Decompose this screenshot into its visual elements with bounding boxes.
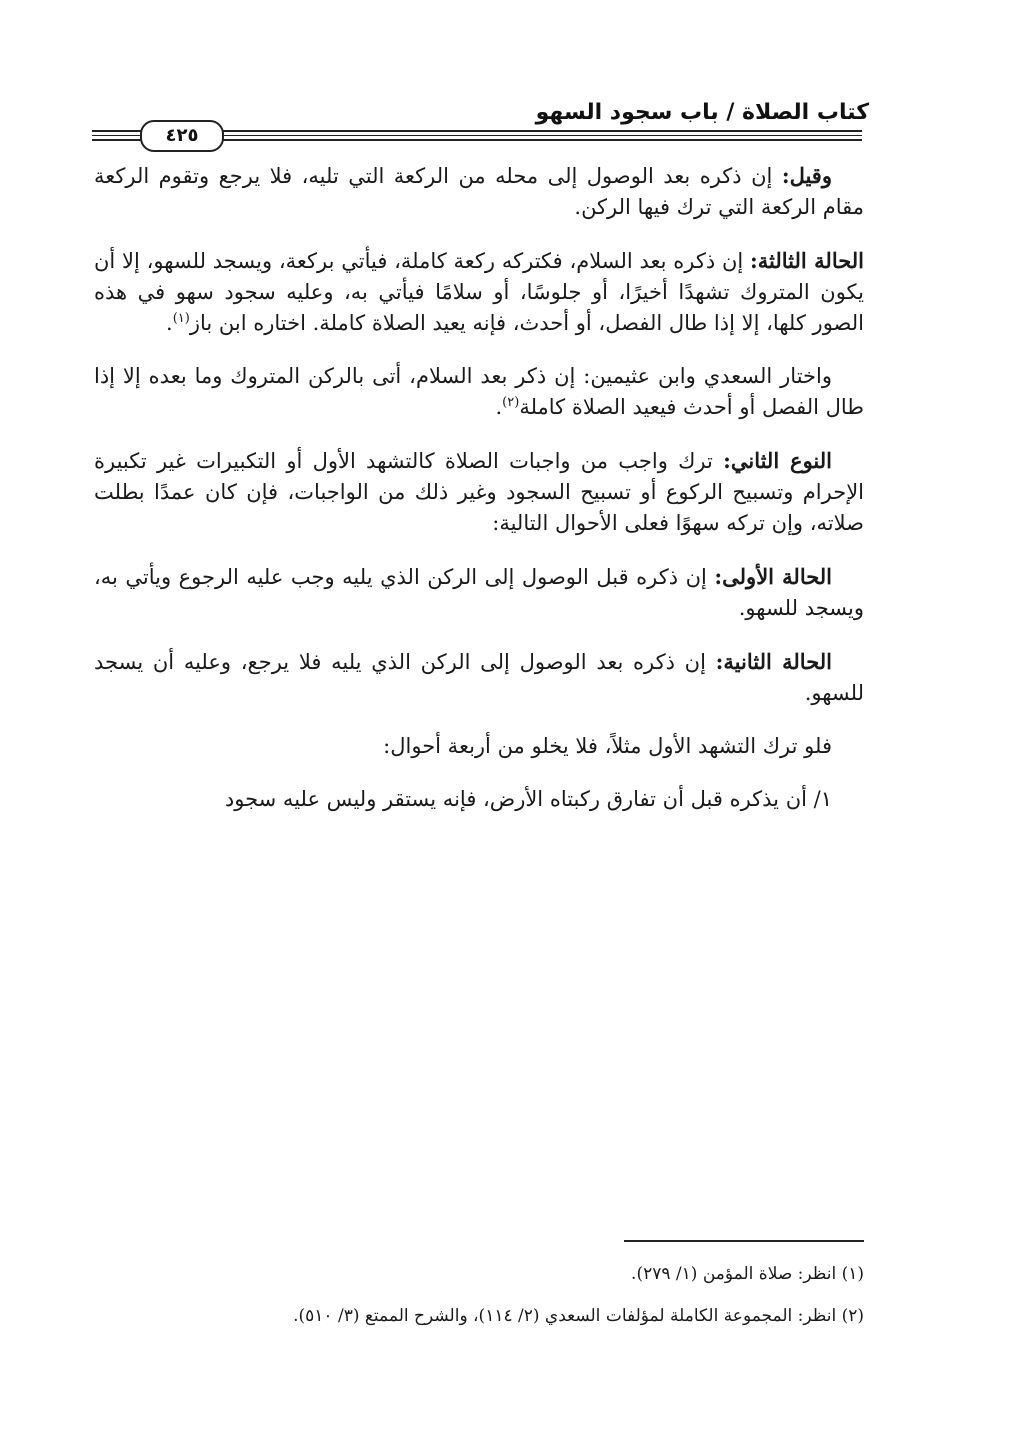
paragraph-7 bbox=[94, 731, 864, 762]
paragraph-4-text: ترك واجب من واجبات الصلاة كالتشهد الأول أو التكبيرات غير تكبيرة الإحرام وتسبيح الركوع أو تسبيح السجود وغير ذلك من الواجبات، فإن كان عمدًا بطلت صلاته، وإن تركه سهوًا فعلى الأحوال التالية: bbox=[94, 449, 864, 535]
footnote-ref-1[interactable]: (١) bbox=[172, 311, 190, 326]
footnote-2: (٢) انظر: المجموعة الكاملة لمؤلفات السعدي (٢/ ١١٤)، والشرح الممتع (٣/ ٥١٠). bbox=[293, 1306, 864, 1326]
page-number: ٤٢٥ bbox=[140, 120, 224, 152]
paragraph-4-lead: النوع الثاني: bbox=[723, 448, 832, 473]
footnotes bbox=[94, 1262, 864, 1346]
paragraph-2-end: . bbox=[166, 311, 173, 335]
paragraph-2-text: إن ذكره بعد السلام، فكتركه ركعة كاملة، فيأتي بركعة، ويسجد للسهو، إلا أن يكون المتروك تشهدًا أخيرًا، أو جلوسًا، أو سلامًا فيأتي به، وعليه سجود سهو في هذه الصور كلها، إلا إذا طال الفصل، أو أحدث، فإنه يعيد الصلاة كاملة. اختاره ابن باز bbox=[94, 249, 864, 335]
paragraph-1-text: إن ذكره بعد الوصول إلى محله من الركعة التي تليه، فلا يرجع وتقوم الركعة مقام الركعة التي ترك فيها الركن. bbox=[94, 164, 864, 219]
paragraph-5-text: إن ذكره قبل الوصول إلى الركن الذي يليه وجب عليه الرجوع ويأتي به، ويسجد للسهو. bbox=[94, 565, 864, 620]
paragraph-3-text: واختار السعدي وابن عثيمين: إن ذكر بعد السلام، أتى بالركن المتروك وما بعده إلا إذا طال الفصل أو أحدث فيعيد الصلاة كاملة bbox=[94, 364, 864, 419]
paragraph-6-text: إن ذكره بعد الوصول إلى الركن الذي يليه فلا يرجع، وعليه أن يسجد للسهو. bbox=[94, 650, 864, 705]
paragraph-5 bbox=[94, 561, 864, 624]
paragraph-8 bbox=[94, 784, 864, 815]
paragraph-1 bbox=[94, 160, 864, 223]
paragraph-6 bbox=[94, 646, 864, 709]
footnote-1: (١) انظر: صلاة المؤمن (١/ ٢٧٩). bbox=[631, 1264, 864, 1284]
paragraph-1-lead: وقيل: bbox=[781, 163, 832, 188]
main-text bbox=[94, 160, 864, 837]
paragraph-2 bbox=[94, 245, 864, 339]
footnote-separator bbox=[624, 1240, 864, 1242]
paragraph-3-end: . bbox=[495, 395, 503, 419]
footnote-ref-2[interactable]: (٢) bbox=[502, 395, 520, 410]
paragraph-2-lead: الحالة الثالثة: bbox=[750, 248, 865, 273]
paragraph-3 bbox=[94, 361, 864, 423]
paragraph-7-text: فلو ترك التشهد الأول مثلاً، فلا يخلو من أربعة أحوال: bbox=[383, 734, 832, 758]
paragraph-8-text: ١/ أن يذكره قبل أن تفارق ركبتاه الأرض، فإنه يستقر وليس عليه سجود bbox=[224, 787, 832, 811]
paragraph-4 bbox=[94, 445, 864, 539]
running-header-title: كتاب الصلاة / باب سجود السهو bbox=[535, 100, 869, 125]
paragraph-5-lead: الحالة الأولى: bbox=[714, 564, 833, 589]
paragraph-6-lead: الحالة الثانية: bbox=[715, 649, 832, 674]
